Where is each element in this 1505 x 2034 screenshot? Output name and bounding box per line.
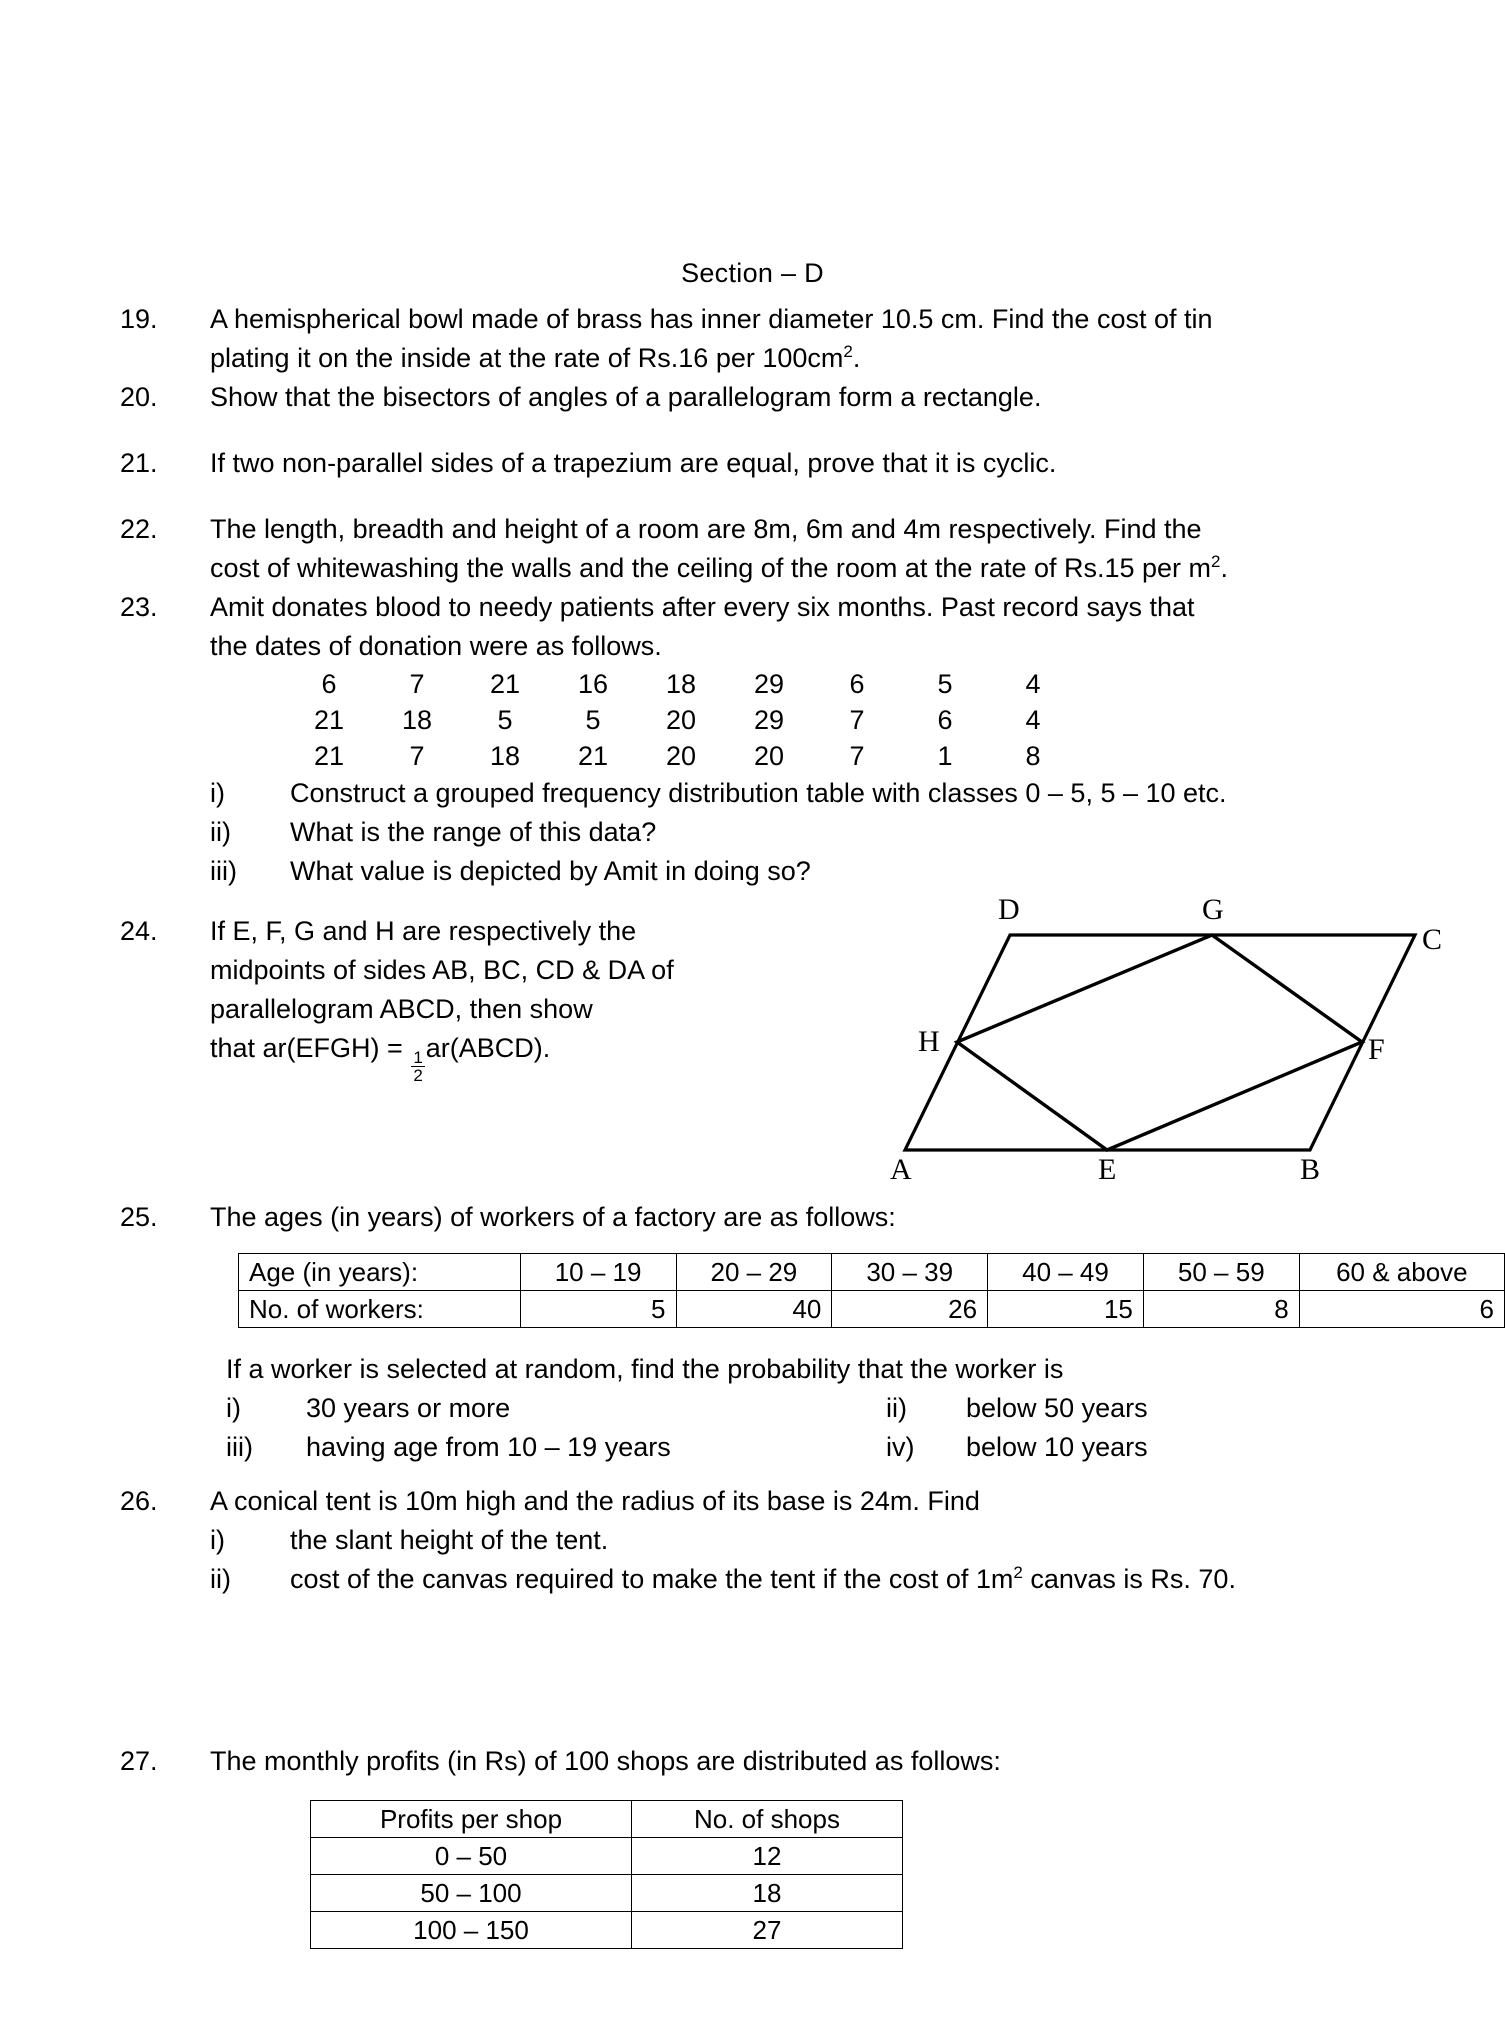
subitem-text: the slant height of the tent. [290, 1525, 609, 1555]
row-header-age: Age (in years): [239, 1254, 521, 1291]
subitem-text: 30 years or more [306, 1393, 511, 1423]
data-cell: 7 [409, 741, 425, 771]
subitem-label: iv) [886, 1432, 915, 1462]
question-25-subitem-row-1 [226, 1389, 1426, 1428]
data-cell: 7 [849, 705, 865, 735]
subitem-text: Construct a grouped frequency distribution table with classes 0 – 5, 5 – 10 etc. [290, 778, 1227, 808]
question-26-subitem-ii [210, 1560, 1236, 1599]
fraction-denominator: 2 [413, 1066, 423, 1086]
data-cell: 29 [753, 705, 785, 735]
question-24-body [210, 912, 674, 1085]
question-25 [120, 1198, 1480, 1237]
question-22-number: 22. [120, 514, 158, 544]
data-cell: 18 [489, 741, 521, 771]
row-header-workers: No. of workers: [239, 1291, 521, 1328]
subitem-label: ii) [886, 1393, 907, 1423]
question-25-intro: The ages (in years) of workers of a factory are as follows: [210, 1202, 896, 1232]
profit-class-cell: 0 – 50 [311, 1838, 632, 1875]
data-cell: 21 [313, 741, 345, 771]
column-header-shops: No. of shops [632, 1801, 903, 1838]
question-23-subitem-iii [210, 852, 1227, 891]
question-19-number: 19. [120, 304, 158, 334]
data-cell: 5 [497, 705, 513, 735]
question-24-formula [210, 1029, 674, 1085]
subitem-label: i) [210, 1525, 225, 1555]
fraction-numerator: 1 [413, 1047, 423, 1067]
age-class-cell: 50 – 59 [1143, 1254, 1299, 1291]
worker-count-cell: 26 [832, 1291, 988, 1328]
question-21-number: 21. [120, 448, 158, 478]
question-26-body [210, 1482, 1236, 1599]
question-22 [120, 510, 1440, 588]
question-26-intro: A conical tent is 10m high and the radius of its base is 24m. Find [210, 1486, 980, 1516]
profit-class-cell: 100 – 150 [311, 1912, 632, 1949]
worker-count-cell: 6 [1299, 1291, 1504, 1328]
question-21 [120, 444, 1420, 483]
worker-count-cell: 15 [988, 1291, 1144, 1328]
monthly-profits-table [310, 1800, 903, 1949]
data-cell: 18 [401, 705, 433, 735]
question-22-line-2-text: cost of whitewashing the walls and the ceiling of the room at the rate of Rs.15 per m [210, 553, 1212, 583]
table-row [311, 1912, 903, 1949]
question-24-number: 24. [120, 916, 158, 946]
table-row-age [239, 1254, 1505, 1291]
question-19-line-1: A hemispherical bowl made of brass has inner diameter 10.5 cm. Find the cost of tin [210, 304, 1213, 334]
subitem-label: iii) [210, 856, 237, 886]
section-heading: Section – D [681, 258, 824, 288]
data-cell: 7 [849, 741, 865, 771]
data-cell: 8 [1025, 741, 1041, 771]
data-cell: 21 [313, 705, 345, 735]
age-class-cell: 60 & above [1299, 1254, 1504, 1291]
question-24 [120, 912, 760, 1085]
question-23-body [210, 588, 1227, 891]
subitem-label: ii) [210, 1564, 231, 1594]
table-row [285, 666, 1077, 702]
question-27-intro: The monthly profits (in Rs) of 100 shops are distributed as follows: [210, 1746, 1001, 1776]
question-22-body [210, 510, 1228, 588]
subitem-label: iii) [226, 1432, 253, 1462]
data-cell: 6 [937, 705, 953, 735]
question-25-subitem-iv [886, 1428, 1406, 1467]
figure-label-D: D [998, 893, 1020, 926]
question-24-line-3: parallelogram ABCD, then show [210, 994, 593, 1024]
shop-count-cell: 27 [632, 1912, 903, 1949]
figure-label-A: A [890, 1153, 912, 1186]
data-cell: 20 [665, 741, 697, 771]
parallelogram-diagram-svg [880, 905, 1443, 1175]
question-20 [120, 378, 1420, 417]
fraction-one-half [411, 1049, 424, 1085]
worker-count-cell: 8 [1143, 1291, 1299, 1328]
worker-count-cell: 40 [676, 1291, 832, 1328]
parallelogram-figure [880, 893, 1443, 1186]
question-25-subitem-i [226, 1389, 886, 1428]
age-class-cell: 40 – 49 [988, 1254, 1144, 1291]
data-cell: 21 [489, 669, 521, 699]
subitem-label: i) [210, 778, 225, 808]
question-25-prompt: If a worker is selected at random, find the probability that the worker is [226, 1354, 1064, 1384]
subitem-text: below 10 years [966, 1432, 1148, 1462]
age-distribution-table [238, 1253, 1505, 1328]
subitem-text: What is the range of this data? [290, 817, 657, 847]
question-26 [120, 1482, 1500, 1599]
figure-label-G: G [1202, 893, 1224, 926]
question-24-line-2: midpoints of sides AB, BC, CD & DA of [210, 955, 674, 985]
table-row [285, 738, 1077, 774]
question-20-body [210, 378, 1041, 417]
data-cell: 4 [1025, 705, 1041, 735]
figure-label-C: C [1422, 923, 1443, 956]
data-cell: 1 [937, 741, 953, 771]
data-cell: 20 [753, 741, 785, 771]
question-27-number: 27. [120, 1746, 158, 1776]
subitem-label: i) [226, 1393, 241, 1423]
question-23-data-grid [285, 666, 1077, 774]
question-22-line-1: The length, breadth and height of a room are 8m, 6m and 4m respectively. Find the [210, 514, 1202, 544]
table-row [311, 1875, 903, 1912]
inner-parallelogram-efgh [957, 935, 1362, 1150]
question-23 [120, 588, 1440, 891]
question-25-body [210, 1198, 896, 1237]
figure-label-E: E [1098, 1153, 1117, 1186]
subitem-text: having age from 10 – 19 years [306, 1432, 671, 1462]
shop-count-cell: 12 [632, 1838, 903, 1875]
data-cell: 5 [585, 705, 601, 735]
table-row-workers [239, 1291, 1505, 1328]
subitem-text: What value is depicted by Amit in doing so? [290, 856, 811, 886]
figure-label-B: B [1300, 1153, 1321, 1186]
data-cell: 4 [1025, 669, 1041, 699]
data-cell: 18 [665, 669, 697, 699]
data-cell: 7 [409, 669, 425, 699]
age-class-cell: 10 – 19 [520, 1254, 676, 1291]
question-27-body [210, 1742, 1001, 1781]
figure-label-F: F [1368, 1033, 1385, 1066]
question-22-line-2 [210, 549, 1228, 588]
table-row [311, 1838, 903, 1875]
question-26-number: 26. [120, 1486, 158, 1516]
age-class-cell: 30 – 39 [832, 1254, 988, 1291]
data-cell: 6 [849, 669, 865, 699]
question-20-number: 20. [120, 382, 158, 412]
data-cell: 6 [321, 669, 337, 699]
question-23-line-2: the dates of donation were as follows. [210, 631, 662, 661]
question-26-subitem-i [210, 1521, 1236, 1560]
column-header-profits: Profits per shop [311, 1801, 632, 1838]
question-19-line-2 [210, 339, 1213, 378]
question-19-superscript: 2 [843, 342, 853, 361]
question-25-subitem-ii [886, 1389, 1406, 1428]
question-22-superscript: 2 [1211, 552, 1221, 571]
question-20-line-1: Show that the bisectors of angles of a parallelogram form a rectangle. [210, 382, 1042, 412]
question-24-line-1: If E, F, G and H are respectively the [210, 916, 637, 946]
subitem-text: below 50 years [966, 1393, 1148, 1423]
question-22-tail: . [1220, 553, 1229, 583]
question-25-number: 25. [120, 1202, 158, 1232]
age-class-cell: 20 – 29 [676, 1254, 832, 1291]
question-23-subitem-i [210, 774, 1227, 813]
question-23-number: 23. [120, 592, 158, 622]
subitem-text-part-a: cost of the canvas required to make the tent if the cost of 1m [290, 1564, 1014, 1594]
question-19-body [210, 300, 1213, 378]
subitem-text-part-b: canvas is Rs. 70. [1022, 1564, 1236, 1594]
question-19-tail: . [852, 343, 861, 373]
formula-prefix: that ar(EFGH) = [210, 1033, 411, 1063]
data-cell: 16 [577, 669, 609, 699]
shop-count-cell: 18 [632, 1875, 903, 1912]
question-19 [120, 300, 1420, 378]
data-cell: 20 [665, 705, 697, 735]
question-19-line-2-text: plating it on the inside at the rate of Rs.16 per 100cm [210, 343, 844, 373]
worker-count-cell: 5 [520, 1291, 676, 1328]
question-25-subitem-iii [226, 1428, 886, 1467]
question-27 [120, 1742, 1420, 1781]
data-cell: 21 [577, 741, 609, 771]
figure-label-H: H [918, 1025, 940, 1058]
data-cell: 5 [937, 669, 953, 699]
question-26-superscript: 2 [1013, 1563, 1023, 1582]
question-21-body [210, 444, 1056, 483]
formula-suffix: ar(ABCD). [425, 1033, 551, 1063]
question-25-probability-block [226, 1350, 1426, 1467]
table-row [285, 702, 1077, 738]
question-23-line-1: Amit donates blood to needy patients after every six months. Past record says that [210, 592, 1195, 622]
profit-class-cell: 50 – 100 [311, 1875, 632, 1912]
subitem-label: ii) [210, 817, 231, 847]
question-23-subitem-ii [210, 813, 1227, 852]
question-25-subitem-row-2 [226, 1428, 1426, 1467]
data-cell: 29 [753, 669, 785, 699]
table-header-row [311, 1801, 903, 1838]
question-21-line-1: If two non-parallel sides of a trapezium are equal, prove that it is cyclic. [210, 448, 1057, 478]
outer-parallelogram [905, 935, 1415, 1150]
subitem-text [290, 1560, 1236, 1599]
